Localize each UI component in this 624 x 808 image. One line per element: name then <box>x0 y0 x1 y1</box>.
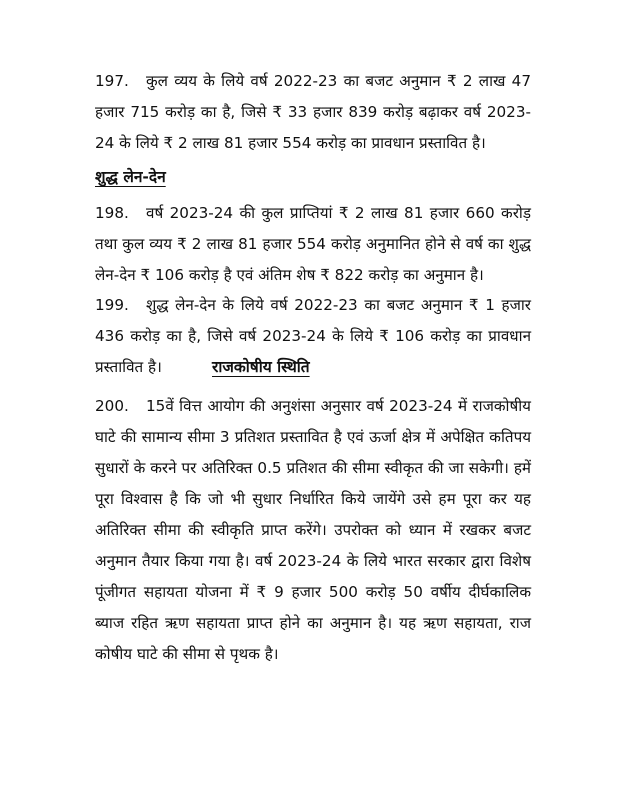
paragraph-text: 15वें वित्त आयोग की अनुशंसा अनुसार वर्ष 2023-24 में राजकोषीय घाटे की सामान्य सीमा 3 प्रतिशत प्रस्तावित है एवं ऊर्जा क्षेत्र में अपेक्षित कतिपय सुधारों के करने पर अतिरिक्त 0.5 प्रतिशत की सीमा स्वीकृत की जा सकेगी। हमें पूरा विश्वास है कि जो भी सुधार निर्धारित किये जायेंगे उसे हम पूरा कर यह अतिरिक्त सीमा की स्वीकृति प्राप्त करेंगे। उपरोक्त को ध्यान में रखकर बजट अनुमान तैयार किया गया है। वर्ष 2023-24 के लिये भारत सरकार द्वारा विशेष पूंजीगत सहायता योजना में ₹ 9 हजार 500 करोड़ 50 वर्षीय दीर्घकालिक ब्याज रहित ऋण सहायता प्राप्त होने का अनुमान है। यह ऋण सहायता, राज कोषीय घाटे की सीमा से पृथक है। <box>95 397 531 663</box>
paragraph-number: 200. <box>95 397 129 415</box>
section-heading-net-transactions: शुद्ध लेन-देन <box>95 168 166 186</box>
paragraph-197 <box>95 66 531 159</box>
paragraph-198 <box>95 198 531 291</box>
paragraph-200 <box>95 391 531 670</box>
section-heading-fiscal-position: राजकोषीय स्थिति <box>212 358 310 376</box>
paragraph-text: शुद्ध लेन-देन के लिये वर्ष 2022-23 का बजट अनुमान ₹ 1 हजार 436 करोड़ का है, जिसे वर्ष 2023-24 के लिये ₹ 106 करोड़ का प्रावधान प्रस्तावित है। <box>95 296 531 376</box>
paragraph-number: 197. <box>95 72 129 90</box>
paragraph-text: वर्ष 2023-24 की कुल प्राप्तियां ₹ 2 लाख 81 हजार 660 करोड़ तथा कुल व्यय ₹ 2 लाख 81 हजार 554 करोड़ अनुमानित होने से वर्ष का शुद्ध लेन-देन ₹ 106 करोड़ है एवं अंतिम शेष ₹ 822 करोड़ का अनुमान है। <box>95 204 531 284</box>
paragraph-number: 199. <box>95 296 129 314</box>
paragraph-199 <box>95 290 531 383</box>
paragraph-text: कुल व्यय के लिये वर्ष 2022-23 का बजट अनुमान ₹ 2 लाख 47 हजार 715 करोड़ का है, जिसे ₹ 33 हजार 839 करोड़ बढ़ाकर वर्ष 2023-24 के लिये ₹ 2 लाख 81 हजार 554 करोड़ का प्रावधान प्रस्तावित है। <box>95 72 531 152</box>
paragraph-number: 198. <box>95 204 129 222</box>
